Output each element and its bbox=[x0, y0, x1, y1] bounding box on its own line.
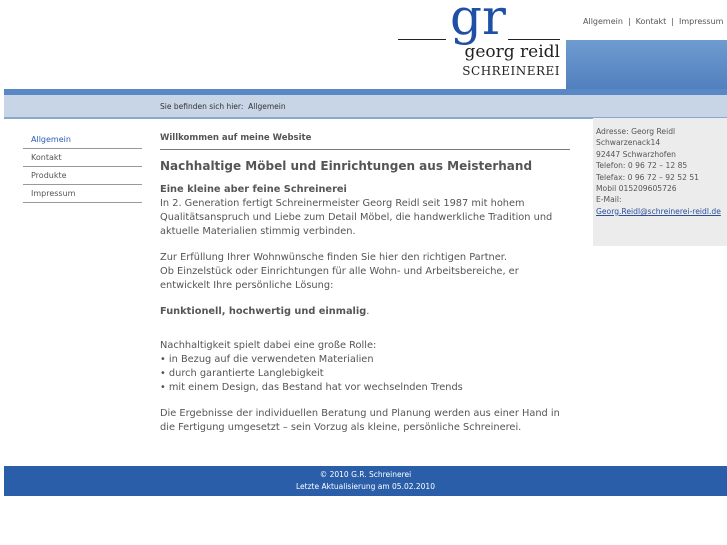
contact-city: 92447 Schwarzhofen bbox=[596, 149, 676, 159]
top-nav-allgemein[interactable]: Allgemein bbox=[583, 17, 623, 26]
contact-street: Schwarzenack14 bbox=[596, 138, 661, 148]
footer-updated: Letzte Aktualisierung am 05.02.2010 bbox=[296, 482, 435, 491]
sidebar-item-kontakt[interactable]: Kontakt bbox=[23, 149, 142, 167]
intro-paragraph bbox=[160, 183, 570, 239]
partner-line-2: Ob Einzelstück oder Einrichtungen für alle Wohn- und Arbeitsbereiche, er entwickelt Ihre persönliche Lösung: bbox=[160, 266, 519, 291]
top-nav bbox=[583, 17, 723, 26]
motto-end: . bbox=[366, 306, 370, 317]
logo-line-right bbox=[508, 39, 560, 40]
list-item: • in Bezug auf die verwendeten Materialien bbox=[160, 354, 374, 365]
breadcrumb-prefix: Sie befinden sich hier: bbox=[160, 102, 244, 111]
welcome-heading: Willkommen auf meine Website bbox=[160, 131, 570, 150]
breadcrumb-bar bbox=[4, 95, 727, 119]
motto: Funktionell, hochwertig und einmalig bbox=[160, 306, 367, 317]
page-title: Nachhaltige Möbel und Einrichtungen aus Meisterhand bbox=[160, 159, 533, 173]
list-item: • mit einem Design, das Bestand hat vor wechselnden Trends bbox=[160, 382, 463, 393]
contact-phone: Telefon: 0 96 72 – 12 85 bbox=[596, 161, 688, 171]
intro-text: In 2. Generation fertigt Schreinermeister Georg Reidl seit 1987 mit hohem Qualitätsanspruch und Liebe zum Detail Möbel, die handwerkliche Tradition und aktuelle Materialien stimmig verbinden. bbox=[160, 198, 553, 237]
logo-name: georg reidl bbox=[464, 42, 560, 62]
contact-mobile: Mobil 015209605726 bbox=[596, 184, 677, 194]
logo-subtitle: SCHREINEREI bbox=[462, 64, 560, 78]
sidebar-item-produkte[interactable]: Produkte bbox=[23, 167, 142, 185]
breadcrumb bbox=[160, 102, 286, 111]
logo-mark: gr bbox=[450, 0, 506, 46]
sidebar-item-impressum[interactable]: Impressum bbox=[23, 185, 142, 203]
sidebar bbox=[23, 131, 142, 203]
top-nav-separator: | bbox=[671, 17, 674, 26]
intro-title: Eine kleine aber feine Schreinerei bbox=[160, 184, 347, 195]
top-nav-impressum[interactable]: Impressum bbox=[678, 17, 724, 26]
contact-email-link[interactable]: Georg.Reidl@schreinerei-reidl.de bbox=[596, 206, 721, 216]
breadcrumb-current: Allgemein bbox=[248, 102, 286, 111]
header-accent bbox=[566, 40, 727, 91]
contact-fax: Telefax: 0 96 72 – 92 52 51 bbox=[596, 172, 700, 182]
contact-email-label: E-Mail: bbox=[596, 195, 622, 205]
top-nav-separator: | bbox=[627, 17, 631, 26]
logo[interactable] bbox=[398, 0, 566, 89]
logo-line-left bbox=[398, 39, 446, 40]
partner-line-1: Zur Erfüllung Ihrer Wohnwünsche finden Sie hier den richtigen Partner. bbox=[160, 252, 508, 263]
partner-paragraph bbox=[160, 251, 570, 293]
top-nav-kontakt[interactable]: Kontakt bbox=[635, 17, 667, 26]
main-content bbox=[160, 131, 570, 447]
footer bbox=[4, 466, 727, 496]
page-frame bbox=[4, 0, 727, 545]
closing-paragraph: Die Ergebnisse der individuellen Beratung und Planung werden aus einer Hand in die Fertigung umgesetzt – sein Vorzug als kleine, persönliche Schreinerei. bbox=[160, 408, 560, 433]
sustainability-paragraph bbox=[160, 339, 570, 395]
list-item: • durch garantierte Langlebigkeit bbox=[160, 368, 324, 379]
sustainability-intro: Nachhaltigkeit spielt dabei eine große Rolle: bbox=[160, 340, 377, 351]
footer-copyright: © 2010 G.R. Schreinerei bbox=[319, 470, 412, 479]
contact-address: Adresse: Georg Reidl bbox=[596, 127, 676, 136]
motto-paragraph bbox=[160, 305, 570, 319]
sidebar-item-allgemein[interactable]: Allgemein bbox=[23, 131, 142, 149]
contact-box bbox=[593, 118, 727, 246]
